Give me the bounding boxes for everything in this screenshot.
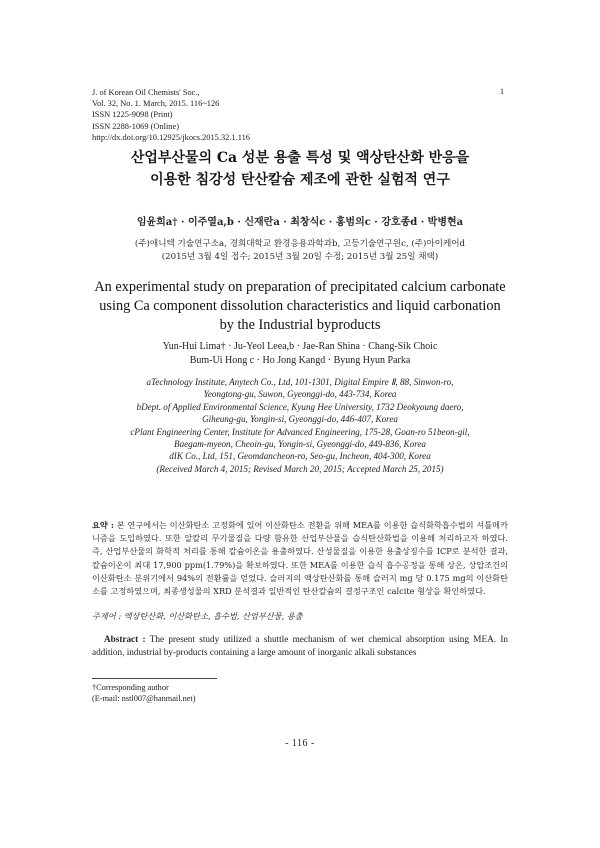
affiliation-a: aTechnology Institute, Anytech Co., Ltd, 101-1301, Digital Empire Ⅱ, 88, Sinwon-ro, xyxy=(146,377,454,387)
english-title-line: An experimental study on preparation of precipitated calcium carbonate xyxy=(94,279,506,295)
english-title-line: by the Industrial byproducts xyxy=(219,317,381,333)
korean-title-line: 이용한 침강성 탄산칼슘 제조에 관한 실험적 연구 xyxy=(150,172,450,188)
affiliation-c: Baegam-myeon, Cheoin-gu, Yongin-si, Gyeonggi-do, 449-836, Korea xyxy=(174,439,426,450)
english-received-dates: (Received March 4, 2015; Revised March 20, 2015; Accepted March 25, 2015) xyxy=(156,463,444,474)
journal-info xyxy=(92,87,250,143)
korean-title xyxy=(60,147,540,191)
footnote xyxy=(92,682,196,704)
korean-abstract-text: 본 연구에서는 이산화탄소 고정화에 있어 이산화탄소 전환을 위해 MEA를 이용한 습식화학흡수법의 셔틀메카니즘을 도입하였다. 또한 알칼리 무기물질을 다량 함유한 산업부산물을 습식탄산화법을 이용해 처리하고자 하였다. 즉, 산업부산물의 화학적 처리를 통해 칼슘이온을 용출하였다. 산성물질을 이용한 용출상징수를 ICP로 분석한 결과, 칼슘이온이 최대 17,900 ppm(1.79%)을 확보하였다. 또한 MEA를 이용한 습식 흡수공정을 통해 상온, 상압조건의 이산화탄소 분위기에서 94%의 전환률을 얻었다. 슬러지의 액상탄산화를 통해 슬러지 mg 당 0.175 mg의 이산화탄소를 고정하였으며, 최종생성물의 XRD 분석결과 일반적인 탄산칼슘의 결정구조인 calcite 형상을 확인하였다. xyxy=(92,520,508,597)
journal-volume: Vol. 32, No. 1. March, 2015. 116~126 xyxy=(92,99,220,109)
korean-received-dates: (2015년 3월 4일 접수; 2015년 3월 20일 수정; 2015년 3월 25일 채택) xyxy=(161,252,439,262)
korean-affiliation-line: (주)애니텍 기술연구소a, 경희대학교 환경응용과학과b, 고등기술연구원c, (주)아이케어d xyxy=(134,239,466,249)
english-abstract xyxy=(92,633,508,659)
korean-abstract xyxy=(92,519,508,598)
affiliation-d: dIK Co., Ltd, 151, Geomdancheon-ro, Seo-gu, Incheon, 404-300, Korea xyxy=(169,451,431,462)
korean-authors: 임윤희a† · 이주열a,b · 신재란a · 최창식c · 홍범의c · 강호종d · 박병현a xyxy=(136,217,464,228)
english-abstract-text: The present study utilized a shuttle mechanism of wet chemical absorption using MEA. In addition, industrial by-products containing a large amount of inorganic alkali substances xyxy=(92,634,508,658)
english-authors-line: Yun-Hui Lima† · Ju-Yeol Leea,b · Jae-Ran Shina · Chang-Sik Choic xyxy=(162,341,438,352)
page-footer-number: - 116 - xyxy=(285,738,315,749)
affiliation-b: bDept. of Applied Environmental Science, Kyung Hee University, 1732 Deokyoung daero, xyxy=(136,401,464,412)
english-affiliations xyxy=(60,376,540,475)
english-abstract-label: Abstract : xyxy=(104,634,146,644)
footnote-divider xyxy=(92,678,217,679)
english-title xyxy=(70,278,530,335)
corresponding-author-note: †Corresponding author xyxy=(92,683,169,692)
english-authors xyxy=(60,340,540,368)
korean-affiliations xyxy=(60,238,540,264)
corresponding-author-email[interactable]: (E-mail: nstl007@hanmail.net) xyxy=(92,694,196,703)
top-page-number: 1 xyxy=(499,87,504,96)
affiliation-a: Yeongtong-gu, Suwon, Gyeonggi-do, 443-734, Korea xyxy=(203,389,397,400)
journal-issn-print: ISSN 1225-9098 (Print) xyxy=(92,110,173,120)
english-authors-line: Bum-Ui Hong c · Ho Jong Kangd · Byung Hyun Parka xyxy=(189,355,411,366)
affiliation-c: cPlant Engineering Center, Institute for Advanced Engineering, 175-28, Goan-ro 51beon-gil, xyxy=(130,426,470,437)
affiliation-b: Giheung-gu, Yongin-si, Gyeonggi-do, 446-407, Korea xyxy=(202,414,398,425)
korean-title-line: 산업부산물의 Ca 성분 용출 특성 및 액상탄산화 반응을 xyxy=(130,150,470,166)
korean-keywords: 주제어 : 액상탄산화, 이산화탄소, 흡수법, 산업부산물, 용출 xyxy=(92,611,303,621)
korean-abstract-label: 요약 : xyxy=(92,520,114,530)
english-title-line: using Ca component dissolution characteristics and liquid carbonation xyxy=(99,298,501,314)
journal-issn-online: ISSN 2288-1069 (Online) xyxy=(92,121,180,131)
journal-citation: J. of Korean Oil Chemists' Soc., xyxy=(92,88,200,97)
journal-doi-link[interactable]: http://dx.doi.org/10.12925/jkocs.2015.32.1.116 xyxy=(92,132,250,142)
